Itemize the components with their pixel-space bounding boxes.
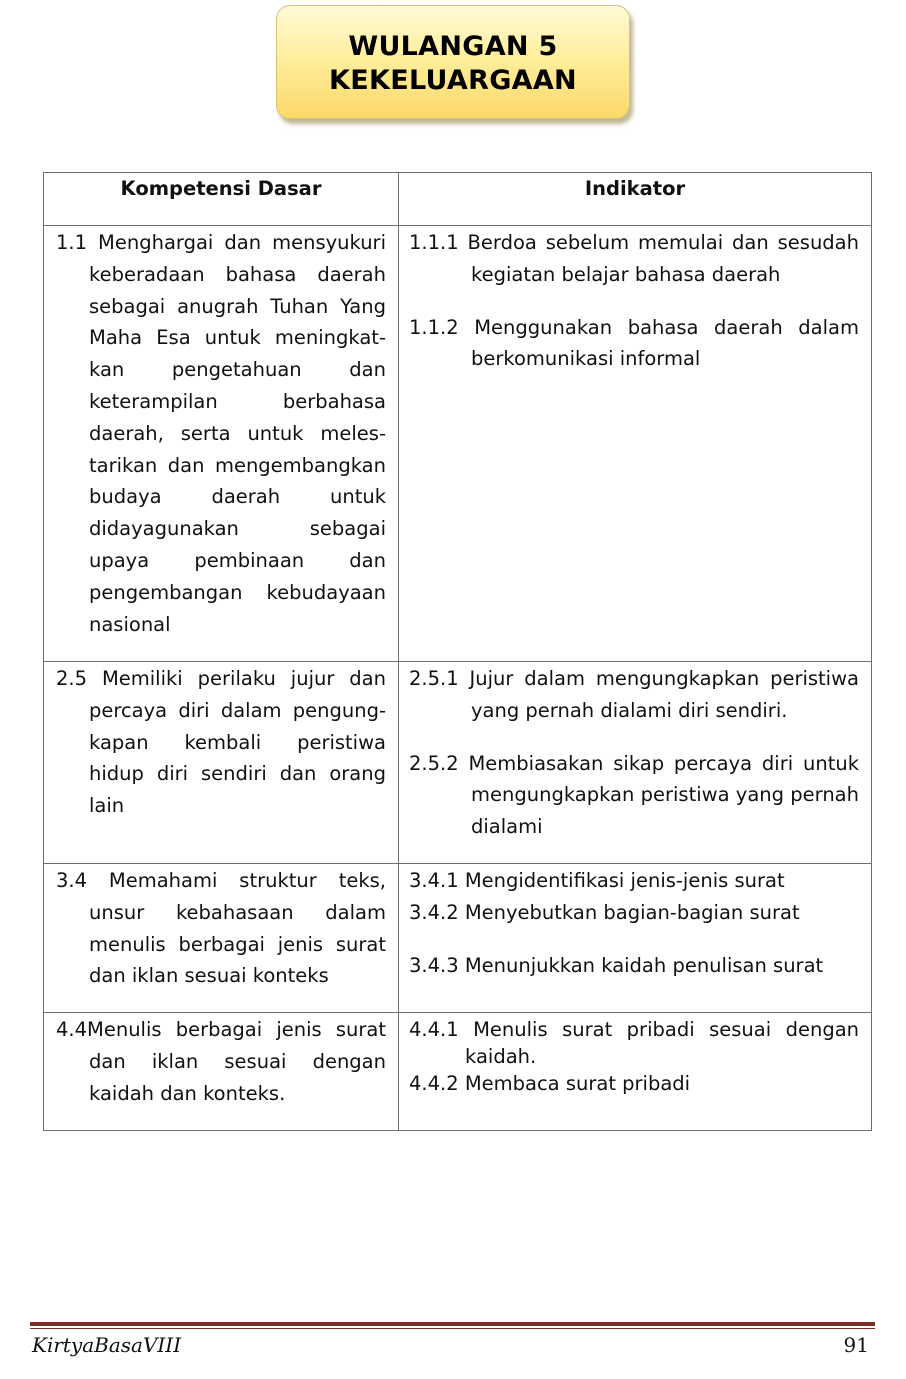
indicator-cell bbox=[399, 1013, 872, 1131]
kd-text: 2.5 Memiliki perilaku jujur dan percaya diri dalam pengung-kapan kembali peristiwa hidup diri sendiri dan orang lain bbox=[56, 667, 386, 818]
table-row bbox=[44, 864, 872, 1013]
indicator-item: 1.1.1 Berdoa sebelum memulai dan sesudah kegiatan belajar bahasa daerah bbox=[409, 231, 859, 286]
header-kompetensi-dasar: Kompetensi Dasar bbox=[44, 173, 399, 226]
chapter-title-box bbox=[276, 5, 630, 119]
indicator-item: 1.1.2 Menggunakan bahasa daerah dalam berkomunikasi informal bbox=[409, 315, 859, 371]
kd-cell bbox=[44, 226, 399, 662]
kd-cell bbox=[44, 1013, 399, 1131]
indicator-cell bbox=[399, 226, 872, 662]
table-row bbox=[44, 662, 872, 864]
header-indikator: Indikator bbox=[399, 173, 872, 226]
indicator-item: 3.4.1 Mengidentifikasi jenis-jenis surat bbox=[409, 869, 785, 892]
chapter-number: WULANGAN 5 bbox=[348, 31, 558, 62]
table-row bbox=[44, 226, 872, 662]
indicator-cell bbox=[399, 662, 872, 864]
kd-cell bbox=[44, 864, 399, 1013]
indicator-item: 3.4.2 Menyebutkan bagian-bagian surat bbox=[409, 900, 800, 924]
indicator-item: 4.4.1 Menulis surat pribadi sesuai dengan kaidah. bbox=[409, 1018, 859, 1068]
indicator-cell bbox=[399, 864, 872, 1013]
footer-book-title: KirtyaBasaVIII bbox=[32, 1333, 182, 1357]
indicator-item: 2.5.2 Membiasakan sikap percaya diri untuk mengungkapkan peristiwa yang pernah dialami bbox=[409, 751, 859, 839]
kd-text: 1.1 Menghargai dan mensyukuri keberadaan bahasa daerah sebagai anugrah Tuhan Yang Maha Esa untuk meningkat-kan pengetahuan dan keterampilan berbahasa daerah, serta untuk meles-tarikan dan mengembangkan budaya daerah untuk didayagunakan sebagai upaya pembinaan dan pengembangan kebudayaan nasional bbox=[56, 231, 386, 636]
page-number: 91 bbox=[843, 1333, 869, 1357]
indicator-item: 3.4.3 Menunjukkan kaidah penulisan surat bbox=[409, 953, 824, 977]
footer-rule bbox=[30, 1322, 875, 1329]
indicator-item: 4.4.2 Membaca surat pribadi bbox=[409, 1072, 691, 1095]
table-row bbox=[44, 1013, 872, 1131]
kd-cell bbox=[44, 662, 399, 864]
indicator-item: 2.5.1 Jujur dalam mengungkapkan peristiwa yang pernah dialami diri sendiri. bbox=[409, 667, 859, 722]
chapter-topic: KEKELUARGAAN bbox=[329, 65, 577, 96]
kd-text: 4.4Menulis berbagai jenis surat dan iklan sesuai dengan kaidah dan konteks. bbox=[56, 1018, 386, 1105]
competency-table bbox=[43, 172, 872, 1131]
table-header-row bbox=[44, 173, 872, 226]
kd-text: 3.4 Memahami struktur teks, unsur kebahasaan dalam menulis berbagai jenis surat dan iklan sesuai konteks bbox=[56, 869, 386, 988]
